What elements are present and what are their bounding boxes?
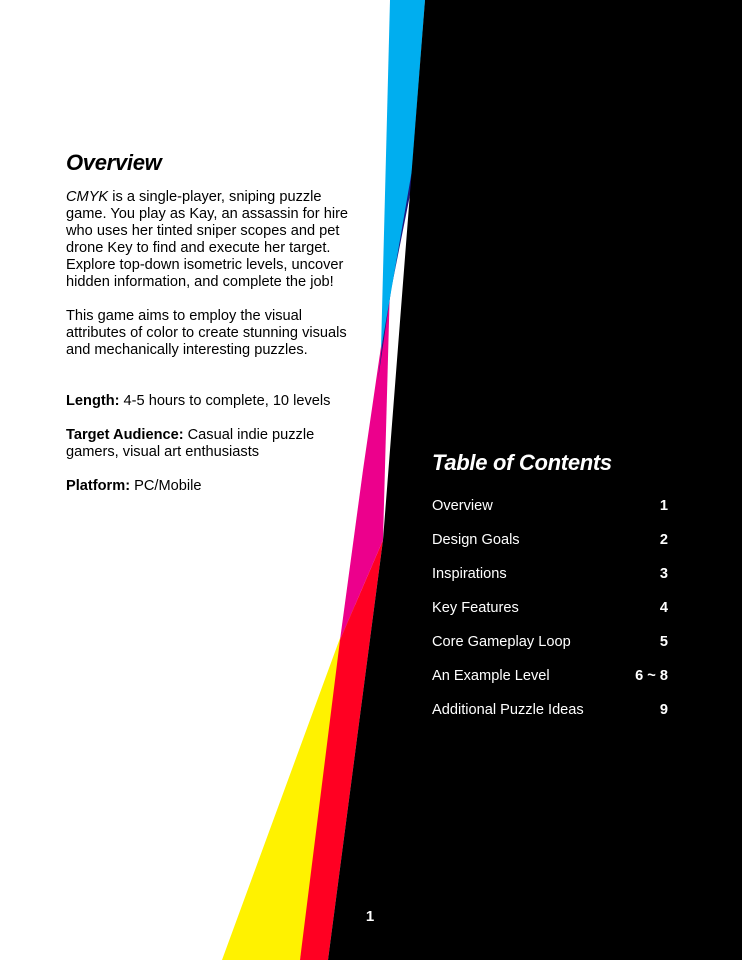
overview-title: Overview [66,150,162,175]
toc-item-label: Core Gameplay Loop [432,634,571,650]
platform-value: PC/Mobile [130,478,202,494]
audience-label: Target Audience: [66,427,184,443]
toc-item-example-level[interactable] [432,659,668,693]
toc-item-core-gameplay-loop[interactable] [432,625,668,659]
length-value: 4-5 hours to complete, 10 levels [119,393,331,409]
overview-paragraph-2: This game aims to employ the visual attributes of color to create stunning visuals and mechanically interesting puzzles. [66,308,347,358]
length-label: Length: [66,393,120,409]
toc-item-overview[interactable] [432,489,668,523]
audience-fact [66,427,366,461]
toc-item-page: 2 [659,532,668,548]
page-number: 1 [365,908,375,925]
toc-item-page: 9 [659,702,668,718]
audience-value: Casual indie puzzle gamers, visual art enthusiasts [66,427,315,460]
toc-item-label: Design Goals [432,532,520,548]
toc-item-design-goals[interactable] [432,523,668,557]
game-name: CMYK [66,189,109,205]
toc-item-page: 4 [659,600,668,616]
toc-item-page: 1 [659,498,668,514]
table-of-contents [432,450,668,727]
platform-label: Platform: [66,478,131,494]
toc-item-inspirations[interactable] [432,557,668,591]
toc-title: Table of Contents [432,450,612,475]
platform-fact [66,478,366,495]
overview-section [66,150,366,495]
overview-paragraph-1-text: is a single-player, sniping puzzle game. You play as Kay, an assassin for hire who uses her tinted sniper scopes and pet drone Key to find and execute her target. Explore top-down isometric levels, uncover hidden information, and complete the job! [66,189,349,290]
toc-item-key-features[interactable] [432,591,668,625]
overview-paragraph-1 [66,189,366,291]
toc-item-page: 6 ~ 8 [635,668,668,684]
toc-list [432,489,668,727]
toc-item-label: Overview [432,498,493,514]
toc-item-additional-puzzle-ideas[interactable] [432,693,668,727]
toc-item-page: 5 [659,634,668,650]
toc-item-label: An Example Level [432,668,550,684]
toc-item-page: 3 [659,566,668,582]
toc-item-label: Inspirations [432,566,507,582]
toc-item-label: Additional Puzzle Ideas [432,702,584,718]
toc-item-label: Key Features [432,600,519,616]
length-fact [66,393,366,410]
